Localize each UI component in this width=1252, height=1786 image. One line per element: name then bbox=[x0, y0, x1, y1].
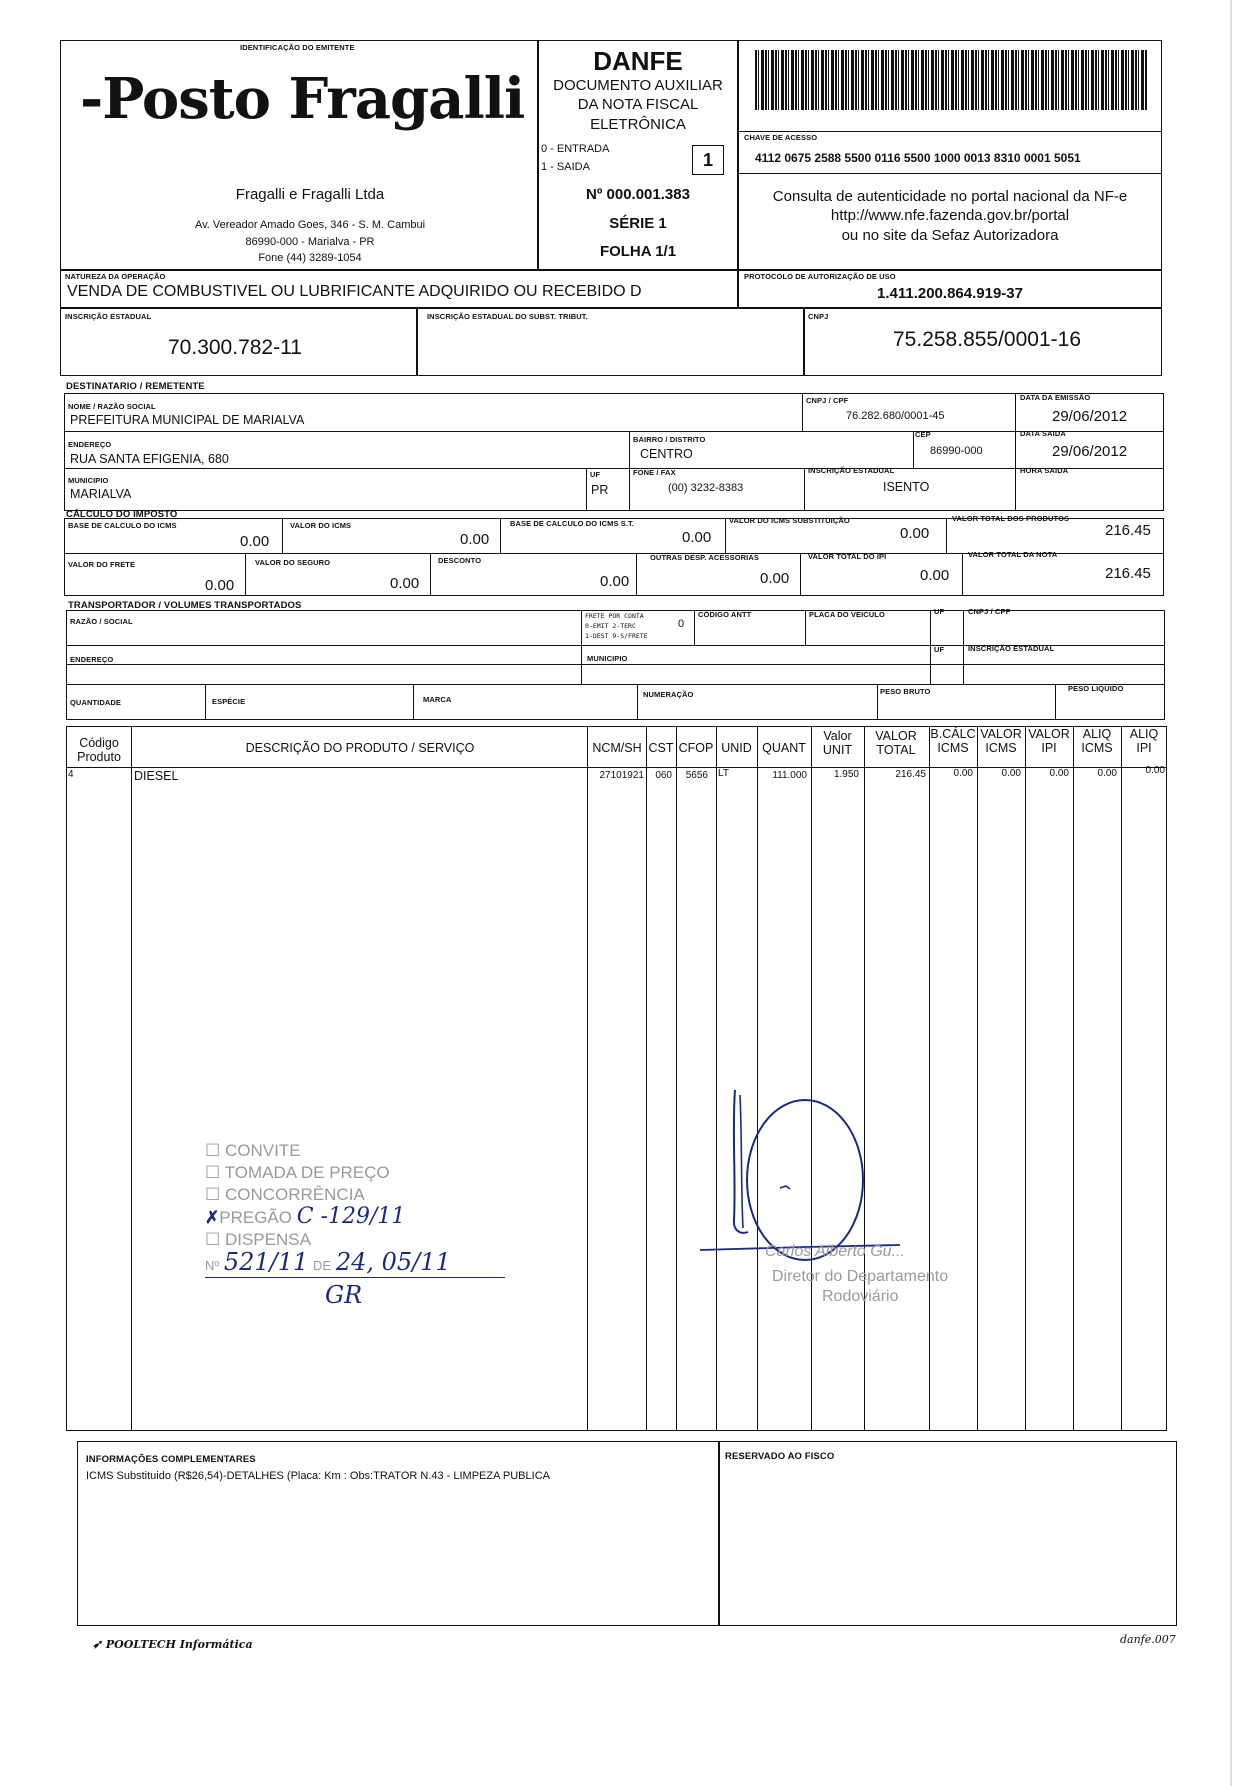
imposto-section-label: CÁLCULO DO IMPOSTO bbox=[66, 509, 178, 520]
dest-endereco-label: ENDEREÇO bbox=[68, 440, 112, 449]
complementares-label: INFORMAÇÕES COMPLEMENTARES bbox=[86, 1454, 256, 1465]
transp-frete-value: 0 bbox=[678, 618, 685, 630]
dest-cep: 86990-000 bbox=[930, 445, 983, 457]
stamp-line-2: ☐ TOMADA DE PREÇO bbox=[205, 1163, 390, 1182]
v-icms: 0.00 bbox=[460, 531, 490, 548]
transp-col-num bbox=[637, 684, 638, 720]
imp-col-4 bbox=[946, 518, 947, 553]
emitente-endereco: Av. Vereador Amado Goes, 346 - S. M. Cambui bbox=[194, 219, 426, 231]
cnpj-label: CNPJ bbox=[808, 312, 829, 321]
dest-nome: PREFEITURA MUNICIPAL DE MARIALVA bbox=[70, 413, 305, 427]
th-aliq-ipi: ALIQ IPI bbox=[1129, 727, 1159, 755]
cell-v-ipi: 0.00 bbox=[1049, 768, 1069, 779]
fisco-box bbox=[719, 1441, 1177, 1626]
chave-value: 4112 0675 2588 5500 0116 5500 1000 0013 8310 0001 5051 bbox=[755, 151, 1081, 165]
bc-st: 0.00 bbox=[682, 529, 712, 546]
stamp-convite: CONVITE bbox=[224, 1141, 301, 1160]
th-vtotal: VALOR TOTAL bbox=[875, 729, 917, 757]
dest-hora-label: HORA SAIDA bbox=[1020, 466, 1069, 475]
cell-vtotal: 216.45 bbox=[895, 769, 926, 780]
danfe-subtitle-2: DA NOTA FISCAL bbox=[577, 96, 699, 113]
stamp-line-6 bbox=[205, 1248, 505, 1278]
transp-cnpj-label: CNPJ / CPF bbox=[968, 607, 1011, 616]
dest-cep-label: CEP bbox=[915, 430, 931, 439]
danfe-serie: SÉRIE 1 bbox=[609, 215, 667, 232]
transp-placa-label: PLACA DO VEICULO bbox=[809, 610, 885, 619]
th-codigo: Código Produto bbox=[77, 736, 121, 764]
dest-col-bairro bbox=[629, 431, 630, 468]
signature-drawing bbox=[640, 1070, 960, 1270]
cell-cfop: 5656 bbox=[685, 770, 708, 781]
desconto: 0.00 bbox=[600, 573, 630, 590]
chave-consulta-1: Consulta de autenticidade no portal nacional da NF-e bbox=[772, 188, 1128, 205]
emitente-fone: Fone (44) 3289-1054 bbox=[258, 252, 362, 264]
transp-col-bruto bbox=[877, 684, 878, 720]
th-aliq-icms: ALIQ ICMS bbox=[1081, 727, 1113, 755]
outras-label: OUTRAS DESP. ACESSORIAS bbox=[650, 553, 759, 562]
chave-consulta-2: http://www.nfe.fazenda.gov.br/portal bbox=[830, 207, 1070, 224]
dest-bairro-label: BAIRRO / DISTRITO bbox=[633, 435, 706, 444]
protocolo-value: 1.411.200.864.919-37 bbox=[877, 285, 1023, 302]
transp-col-marca bbox=[413, 684, 414, 720]
imp-col-3 bbox=[725, 518, 726, 553]
danfe-numero: Nº 000.001.383 bbox=[586, 186, 690, 203]
th-vunit: Valor UNIT bbox=[822, 729, 853, 757]
transp-frete-label-2: 0-EMIT 2-TERC bbox=[585, 622, 636, 630]
danfe-saida: 1 - SAIDA bbox=[541, 161, 590, 173]
bc-st-label: BASE DE CALCULO DO ICMS S.T. bbox=[510, 519, 635, 528]
v-prod: 216.45 bbox=[1105, 522, 1151, 539]
table-row bbox=[66, 765, 1167, 784]
stamp-no-hand: 521/11 bbox=[223, 1248, 309, 1276]
transp-line-3 bbox=[66, 684, 1165, 685]
frete-label: VALOR DO FRETE bbox=[68, 560, 136, 569]
stamp-de-hand: 24, 05/11 bbox=[335, 1248, 451, 1276]
software-icon: ➶ bbox=[92, 1637, 103, 1651]
transp-antt-label: CÓDIGO ANTT bbox=[698, 610, 752, 619]
prod-col-2 bbox=[587, 726, 588, 1431]
th-bc-icms: B.CÁLC ICMS bbox=[930, 727, 976, 755]
chave-consulta-3: ou no site da Sefaz Autorizadora bbox=[841, 227, 1059, 244]
dest-col-cep bbox=[913, 431, 914, 468]
protocolo-label: PROTOCOLO DE AUTORIZAÇÃO DE USO bbox=[744, 272, 896, 281]
transp-frete-label-3: 1-DEST 9-S/FRETE bbox=[585, 632, 648, 640]
destinatario-box bbox=[64, 393, 1164, 511]
bc-icms-label: BASE DE CALCULO DO ICMS bbox=[68, 521, 177, 530]
imp-col-8 bbox=[800, 553, 801, 596]
dest-cnpj: 76.282.680/0001-45 bbox=[846, 410, 945, 422]
transp-line-2 bbox=[66, 664, 1165, 665]
danfe-subtitle-1: DOCUMENTO AUXILIAR bbox=[553, 77, 723, 94]
cell-aliq-icms: 0.00 bbox=[1097, 768, 1117, 779]
dest-row-line-1 bbox=[64, 431, 1164, 432]
dest-ie: ISENTO bbox=[883, 480, 930, 494]
prod-col-12 bbox=[1073, 726, 1074, 1431]
seguro: 0.00 bbox=[390, 575, 420, 592]
cell-aliq-ipi: 0.00 bbox=[1145, 765, 1165, 776]
transp-quantidade-label: QUANTIDADE bbox=[70, 698, 121, 707]
cell-ncm: 27101921 bbox=[599, 770, 644, 781]
danfe-folha: FOLHA 1/1 bbox=[599, 243, 677, 260]
transp-municipio-label: MUNICIPIO bbox=[587, 654, 628, 663]
dest-row-line-2 bbox=[64, 468, 1164, 469]
transp-col-uf bbox=[930, 610, 931, 684]
prod-col-11 bbox=[1025, 726, 1026, 1431]
imp-col-7 bbox=[636, 553, 637, 596]
th-quant: QUANT bbox=[762, 741, 806, 755]
chave-divider-1 bbox=[738, 131, 1162, 132]
dest-municipio: MARIALVA bbox=[70, 487, 132, 501]
transp-col-liq bbox=[1055, 684, 1056, 720]
ipi: 0.00 bbox=[920, 567, 950, 584]
dest-saida: 29/06/2012 bbox=[1052, 443, 1128, 460]
dest-emissao-label: DATA DA EMISSÃO bbox=[1020, 393, 1091, 402]
assinatura-cargo: Diretor do Departamento bbox=[772, 1268, 949, 1285]
dest-endereco: RUA SANTA EFIGENIA, 680 bbox=[70, 452, 229, 466]
cell-v-icms: 0.00 bbox=[1001, 768, 1021, 779]
v-icms-label: VALOR DO ICMS bbox=[290, 521, 352, 530]
imp-col-1 bbox=[282, 518, 283, 553]
dest-col-fone bbox=[629, 468, 630, 511]
transp-numeracao-label: NUMERAÇÃO bbox=[643, 690, 694, 699]
prod-col-10 bbox=[977, 726, 978, 1431]
nota-label: VALOR TOTAL DA NOTA bbox=[968, 550, 1058, 559]
transp-bruto-label: PESO BRUTO bbox=[880, 687, 931, 696]
imp-col-9 bbox=[962, 553, 963, 596]
barcode bbox=[755, 50, 1147, 110]
ie-label: INSCRIÇÃO ESTADUAL bbox=[65, 312, 152, 321]
cell-descricao: DIESEL bbox=[134, 769, 179, 783]
cell-bc-icms: 0.00 bbox=[953, 768, 973, 779]
dest-fone: (00) 3232-8383 bbox=[668, 482, 744, 494]
imp-col-5 bbox=[245, 553, 246, 596]
emitente-cep: 86990-000 - Marialva - PR bbox=[245, 236, 375, 248]
transp-marca-label: MARCA bbox=[423, 695, 452, 704]
footer-software bbox=[92, 1637, 253, 1651]
transporte-section-label: TRANSPORTADOR / VOLUMES TRANSPORTADOS bbox=[68, 600, 302, 611]
transp-col-placa bbox=[805, 610, 806, 645]
dest-fone-label: FONE / FAX bbox=[633, 468, 676, 477]
imp-col-2 bbox=[500, 518, 501, 553]
complementares-box bbox=[77, 1441, 719, 1626]
footer-form: danfe.007 bbox=[1120, 1633, 1176, 1646]
v-st: 0.00 bbox=[900, 525, 930, 542]
stamp-tomada: TOMADA DE PREÇO bbox=[224, 1163, 390, 1182]
frete: 0.00 bbox=[205, 577, 235, 594]
th-v-icms: VALOR ICMS bbox=[980, 727, 1022, 755]
dest-ie-label: INSCRIÇÃO ESTADUAL bbox=[808, 466, 895, 475]
v-prod-label: VALOR TOTAL DOS PRODUTOS bbox=[952, 514, 1070, 523]
cell-quant: 111.000 bbox=[772, 770, 807, 781]
stamp-pregao: PREGÃO bbox=[219, 1208, 292, 1227]
danfe-subtitle-3: ELETRÔNICA bbox=[590, 116, 686, 133]
chave-divider-2 bbox=[738, 173, 1162, 174]
transp-uf2-label: UF bbox=[934, 645, 945, 654]
software-label: POOLTECH Informática bbox=[105, 1638, 253, 1651]
danfe-title: DANFE bbox=[593, 46, 683, 76]
dest-col-ie bbox=[804, 468, 805, 511]
emitente-logo: -Posto Fragalli bbox=[80, 66, 525, 132]
assinatura-departamento: Rodoviário bbox=[822, 1288, 899, 1305]
emitente-section-label: IDENTIFICAÇÃO DO EMITENTE bbox=[240, 43, 355, 52]
stamp-initials: GR bbox=[325, 1281, 363, 1309]
complementares-value: ICMS Substituido (R$26,54)-DETALHES (Placa: Km : Obs:TRATOR N.43 - LIMPEZA PUBLICA bbox=[86, 1470, 550, 1482]
cell-codigo: 4 bbox=[68, 769, 74, 780]
dest-cnpj-label: CNPJ / CPF bbox=[806, 396, 849, 405]
dest-emissao: 29/06/2012 bbox=[1052, 408, 1128, 425]
ie-st-label: INSCRIÇÃO ESTADUAL DO SUBST. TRIBUT. bbox=[427, 312, 588, 321]
th-descricao: DESCRIÇÃO DO PRODUTO / SERVIÇO bbox=[245, 741, 475, 755]
destinatario-section-label: DESTINATARIO / REMETENTE bbox=[66, 381, 205, 392]
ie-value: 70.300.782-11 bbox=[168, 336, 302, 359]
transp-col-esp bbox=[205, 684, 206, 720]
prod-col-13 bbox=[1121, 726, 1122, 1431]
stamp-line-5: ☐ DISPENSA bbox=[205, 1230, 311, 1249]
desconto-label: DESCONTO bbox=[438, 556, 482, 565]
stamp-concorrencia: CONCORRÊNCIA bbox=[224, 1185, 365, 1204]
transp-frete-label-1: FRETE POR CONTA bbox=[585, 612, 644, 620]
cell-unid: LT bbox=[718, 768, 729, 779]
stamp-no: Nº bbox=[205, 1258, 220, 1273]
stamp-de: DE bbox=[313, 1258, 332, 1273]
stamp-line-3: ☐ CONCORRÊNCIA bbox=[205, 1185, 365, 1204]
seguro-label: VALOR DO SEGURO bbox=[255, 558, 331, 567]
emitente-razao: Fragalli e Fragalli Ltda bbox=[235, 186, 385, 203]
stamp-line-4: ✗PREGÃO C -129/11 bbox=[205, 1204, 406, 1229]
imp-col-6 bbox=[430, 553, 431, 596]
dest-saida-label: DATA SAIDA bbox=[1020, 429, 1066, 438]
dest-uf: PR bbox=[591, 483, 609, 497]
assinatura-nome: Carlos Alberto Gu... bbox=[765, 1243, 905, 1260]
dest-uf-label: UF bbox=[590, 470, 601, 479]
licitacao-stamp bbox=[205, 1140, 545, 1350]
stamp-pregao-hand: C -129/11 bbox=[296, 1204, 406, 1229]
transp-ie-label: INSCRIÇÃO ESTADUAL bbox=[968, 644, 1055, 653]
outras: 0.00 bbox=[760, 570, 790, 587]
dest-nome-label: NOME / RAZÃO SOCIAL bbox=[68, 402, 156, 411]
th-v-ipi: VALOR IPI bbox=[1028, 727, 1070, 755]
dest-col-cnpj bbox=[802, 393, 803, 431]
prod-col-1 bbox=[131, 726, 132, 1431]
chave-label: CHAVE DE ACESSO bbox=[744, 133, 818, 142]
scan-edge-line bbox=[1230, 0, 1232, 1786]
transp-endereco-label: ENDEREÇO bbox=[70, 655, 114, 664]
cell-vunit: 1.950 bbox=[833, 769, 859, 780]
cell-cst: 060 bbox=[655, 770, 672, 781]
v-st-label: VALOR DO ICMS SUBSTITUIÇÃO bbox=[729, 516, 850, 525]
cnpj-value: 75.258.855/0001-16 bbox=[893, 328, 1082, 351]
natureza-value: VENDA DE COMBUSTIVEL OU LUBRIFICANTE ADQUIRIDO OU RECEBIDO D bbox=[67, 283, 642, 300]
dest-bairro: CENTRO bbox=[640, 447, 693, 461]
th-ncm: NCM/SH bbox=[592, 741, 642, 755]
transp-razao-label: RAZÃO / SOCIAL bbox=[70, 617, 133, 626]
dest-col-uf bbox=[586, 468, 587, 511]
th-unid: UNID bbox=[721, 741, 752, 755]
bc-icms: 0.00 bbox=[240, 533, 270, 550]
natureza-label: NATUREZA DA OPERAÇÃO bbox=[65, 272, 166, 281]
transp-uf-label: UF bbox=[934, 607, 945, 616]
fisco-label: RESERVADO AO FISCO bbox=[725, 1451, 835, 1462]
transp-col-frete bbox=[581, 610, 582, 684]
dest-municipio-label: MUNICIPIO bbox=[68, 476, 109, 485]
transp-col-cnpj bbox=[963, 610, 964, 684]
stamp-line-1: ☐ CONVITE bbox=[205, 1141, 301, 1160]
stamp-dispensa: DISPENSA bbox=[224, 1230, 311, 1249]
ipi-label: VALOR TOTAL DO IPI bbox=[808, 552, 887, 561]
transp-col-antt bbox=[694, 610, 695, 645]
nota: 216.45 bbox=[1105, 565, 1151, 582]
danfe-entrada: 0 - ENTRADA bbox=[541, 143, 610, 155]
th-cfop: CFOP bbox=[678, 741, 714, 755]
danfe-tipo-box: 1 bbox=[692, 145, 724, 175]
th-cst: CST bbox=[648, 741, 674, 755]
transp-especie-label: ESPÉCIE bbox=[212, 697, 246, 706]
transp-liquido-label: PESO LIQUIDO bbox=[1068, 684, 1124, 693]
dest-col-data bbox=[1015, 393, 1016, 511]
